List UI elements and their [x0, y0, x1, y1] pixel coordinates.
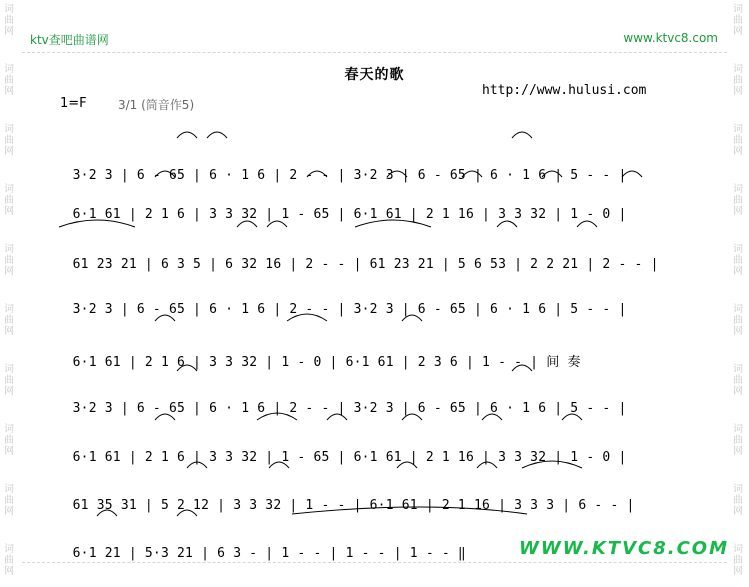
score-line: 61 35 31 | 5 2 12 | 3 3 32 | 1 - - | 6·1 61 | 2 1 16 | 3 3 3 | 6 - - | [57, 468, 635, 498]
key-note: 3/1 (筒音作5) [118, 98, 195, 112]
score-line: 6·1 61 | 2 1 6 | 3 3 32 | 1 - 65 | 6·1 61 | 2 1 16 | 3 3 32 | 1 - 0 | [57, 420, 627, 450]
score-line: 3·2 3 | 6 - 65 | 6 · 1 6 | 2 - - | 3·2 3 | 6 - 65 | 6 · 1 6 | 5 - - | [72, 302, 627, 317]
score-line: 3·2 3 | 6 - 65 | 6 · 1 6 | 2 - - | 3·2 3 | 6 - 65 | 6 · 1 6 | 5 - - | [57, 371, 627, 401]
score-line: 6·1 61 | 2 1 6 | 3 3 32 | 1 - 0 | 6·1 61 | 2 3 6 | 1 - - | 间 奏 [57, 321, 581, 351]
score-line: 61 23 21 | 6 3 5 | 6 32 16 | 2 - - | 61 23 21 | 5 6 53 | 2 2 21 | 2 - - | [57, 227, 659, 257]
score-line: 6·1 21 | 5·3 21 | 6 3 - | 1 - - | 1 - - | 1 - - ‖ [57, 516, 466, 546]
source-url: http://www.hulusi.com [482, 83, 647, 98]
key-signature: 1=F [60, 96, 87, 111]
song-title: 春天的歌 [344, 67, 405, 83]
score-line: 3·2 3 | 6 - 65 | 6 · 1 6 | 2 - - | 3·2 3 | 6 - 65 | 6 · 1 6 | 5 - - | [57, 138, 627, 168]
site-url-right[interactable]: www.ktvc8.com [623, 31, 718, 45]
site-name-left[interactable]: ktv查吧曲谱网 [30, 33, 109, 47]
site-logo[interactable]: WWW.KTVC8.COM [519, 538, 729, 559]
score-line: 6·1 61 | 2 1 6 | 3 3 32 | 1 - 65 | 6·1 61 | 2 1 16 | 3 3 32 | 1 - 0 | [57, 177, 627, 207]
divider [22, 52, 727, 53]
divider [22, 562, 727, 563]
